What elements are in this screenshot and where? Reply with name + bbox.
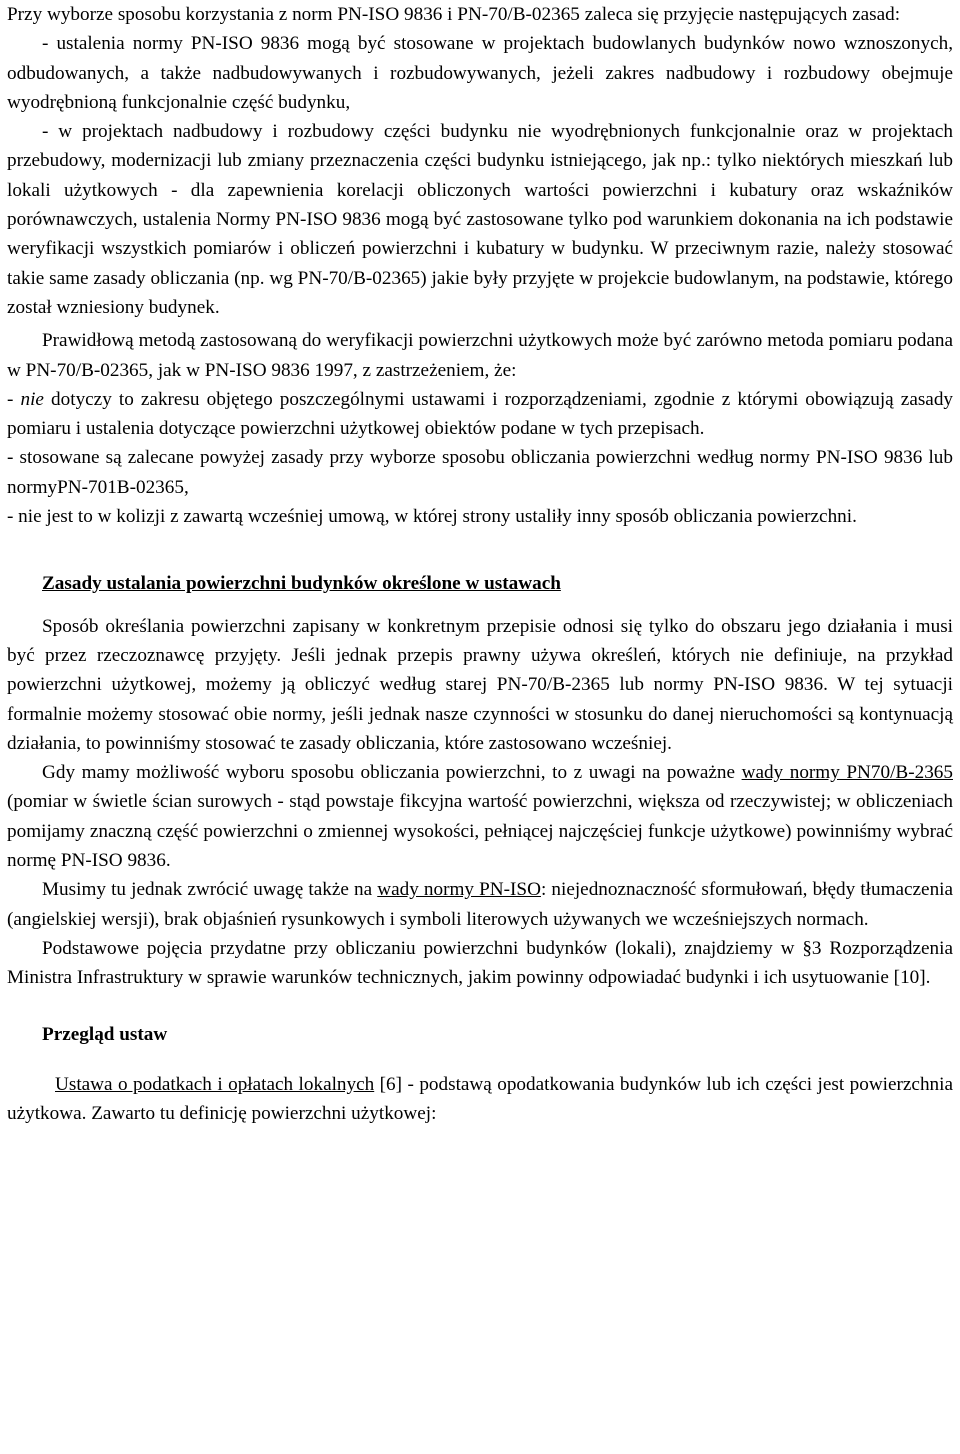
intro-bullet-2: - w projektach nadbudowy i rozbudowy części budynku nie wyodrębnionych funkcjonalnie oraz w projektach przebudowy, modernizacji lub zmiany przeznaczenia części budynku istniejącego, jak np.: tylko niektórych mieszkań lub lokali użytkowych - dla zapewnienia korelacji obliczonych wartości powierzchni i kubatury oraz wskaźników porównawczych, ustalenia Normy PN-ISO 9836 mogą być zastosowane tylko pod warunkiem dokonania na ich podstawie weryfikacji wszystkich pomiarów i obliczeń powierzchni i kubatury w budynku. W przeciwnym razie, należy stosować takie same zasady obliczania (np. wg PN-70/B-02365) jakie były przyjęte w projekcie budowlanym, na podstawie, którego został wzniesiony budynek. — [7, 121, 953, 318]
section1-paragraph-3-start: Musimy tu jednak zwrócić uwagę także na — [42, 879, 378, 901]
section1-paragraph-2-end: (pomiar w świetle ścian surowych - stąd powstaje fikcyjna wartość powierzchni, większa od rzeczywistej; w obliczeniach pomijamy znaczną część powierzchni o zmiennej wysokości, pełniącej najczęściej funkcje użytkowe) powinniśmy wybrać normę PN-ISO 9836. — [7, 791, 953, 872]
verification-item-1-emphasis: nie — [20, 388, 44, 410]
link-ustawa-o-podatkach[interactable]: Ustawa o podatkach i opłatach lokalnych — [55, 1073, 375, 1095]
section1-paragraph-3-end: : niejednoznaczność sformułowań, błędy tłumaczenia (angielskiej wersji), brak objaśnień rysunkowych i symboli literowych używanych we wcześniejszych normach. — [7, 879, 954, 930]
verification-item-1 — [7, 385, 953, 444]
intro-bullet-1: - ustalenia normy PN-ISO 9836 mogą być stosowane w projektach budowlanych budynków nowo wznoszonych, odbudowanych, a także nadbudowywanych i rozbudowywanych, jeżeli zakres nadbudowy i rozbudowy obejmuje wyodrębnioną funkcjonalnie część budynku, — [7, 33, 953, 113]
section1-paragraph-4: Podstawowe pojęcia przydatne przy obliczaniu powierzchni budynków (lokali), znajdziemy w §3 Rozporządzenia Ministra Infrastruktury w sprawie warunków technicznych, jakim powinny odpowiadać budynki i ich usytuowanie [10]. — [7, 937, 953, 989]
verification-item-2: - stosowane są zalecane powyżej zasady przy wyborze sposobu obliczania powierzchni według normy PN-ISO 9836 lub normyPN-701B-02365, — [7, 447, 953, 498]
section-heading-statutes-review: Przegląd ustaw — [42, 1023, 168, 1045]
verification-item-1-dash: - — [7, 388, 21, 410]
verification-lead: Prawidłową metodą zastosowaną do weryfikacji powierzchni użytkowych może być zarówno metoda pomiaru podana w PN-70/B-02365, jak w PN-ISO 9836 1997, z zastrzeżeniem, że: — [7, 330, 953, 381]
section1-paragraph-1: Sposób określania powierzchni zapisany w konkretnym przepisie odnosi się tylko do obszaru jego działania i musi być przez rzeczoznawcę przyjęty. Jeśli jednak przepis prawny używa określeń, których nie definiuje, na przykład powierzchni użytkowej, możemy ją obliczyć według starej PN-70/B-2365 lub normy PN-ISO 9836. W tej sytuacji formalnie możemy stosować obie normy, jeśli jednak nasze czynności w stosunku do danej nieruchomości są kontynuacją działania, to powinniśmy stosować te zasady obliczania, które zastosowano wcześniej. — [7, 615, 953, 754]
section-heading-statutory-rules: Zasady ustalania powierzchni budynków określone w ustawach — [42, 573, 561, 595]
link-wady-normy-pn-iso[interactable]: wady normy PN-ISO — [377, 879, 541, 901]
section1-paragraph-2-start: Gdy mamy możliwość wyboru sposobu obliczania powierzchni, to z uwagi na poważne — [42, 762, 742, 784]
link-wady-normy-pn70[interactable]: wady normy PN70/B-2365 — [741, 762, 953, 784]
verification-item-3: - nie jest to w kolizji z zawartą wcześniej umową, w której strony ustaliły inny sposób obliczania powierzchni. — [7, 506, 857, 528]
section2-paragraph-1-end: [6] - podstawą opodatkowania budynków lub ich części jest powierzchnia użytkowa. Zawarto tu definicję powierzchni użytkowej: — [7, 1073, 953, 1125]
verification-item-1-text: dotyczy to zakresu objętego poszczególnymi ustawami i rozporządzeniami, zgodnie z którymi obowiązują zasady pomiaru i ustalenia dotyczące powierzchni użytkowej obiektów podane w tych przepisach. — [7, 388, 954, 440]
section1-paragraph-2 — [7, 758, 953, 875]
intro-lead: Przy wyborze sposobu korzystania z norm PN-ISO 9836 i PN-70/B-02365 zaleca się przyjęcie następujących zasad: — [7, 4, 901, 25]
section1-paragraph-3 — [7, 875, 953, 934]
section2-paragraph-1 — [7, 1070, 953, 1129]
